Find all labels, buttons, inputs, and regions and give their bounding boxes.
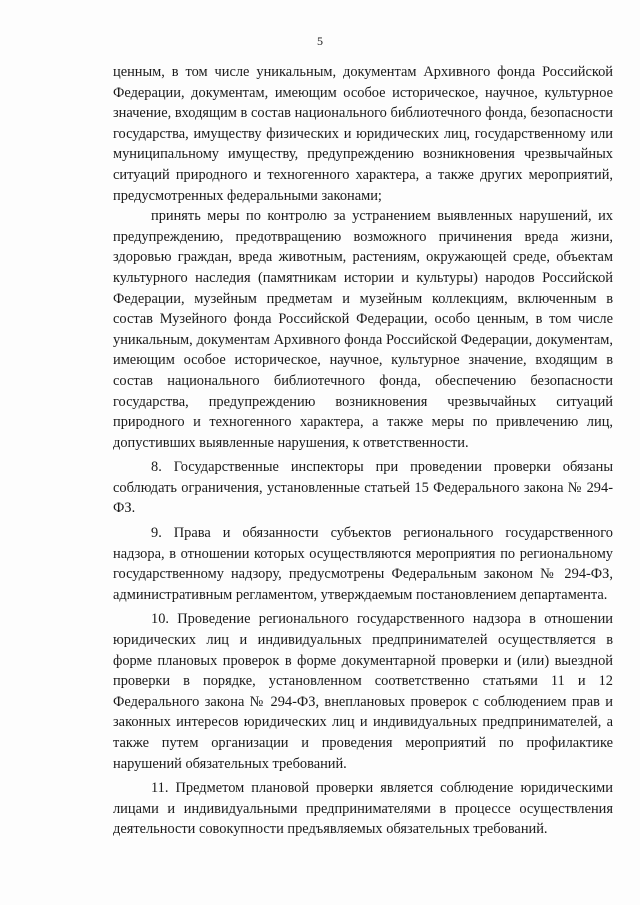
paragraph-continuation: ценным, в том числе уникальным, документам Архивного фонда Российской Федерации, документам, имеющим особое историческое, научное, культурное значение, входящим в состав национального библиотечного фонда, безопасности государства, имуществу физических и юридических лиц, государственному или муниципальному имуществу, предупреждению возникновения чрезвычайных ситуаций природного и техногенного характера, а также других мероприятий, предусмотренных федеральными законами;	[113, 64, 613, 204]
page-number: 5	[317, 34, 323, 48]
paragraph-8: 8. Государственные инспекторы при проведении проверки обязаны соблюдать ограничения, установленные статьей 15 Федерального закона № 294-ФЗ.	[113, 459, 613, 517]
paragraph-corrective-measures: принять меры по контролю за устранением выявленных нарушений, их предупреждению, предотвращению возможного причинения вреда жизни, здоровью граждан, вреда животным, растениям, окружающей среде, объектам культурного наследия (памятникам истории и культуры) народов Российской Федерации, музейным предметам и музейным коллекциям, включенным в состав Музейного фонда Российской Федерации, особо ценным, в том числе уникальным, документам Архивного фонда Российской Федерации, документам, имеющим особое историческое, научное, культурное значение, входящим в состав национального библиотечного фонда, обеспечению безопасности государства, предупреждению возникновения чрезвычайных ситуаций природного и техногенного характера, а также меры по привлечению лиц, допустивших выявленные нарушения, к ответственности.	[113, 208, 613, 451]
paragraph-11: 11. Предметом плановой проверки является соблюдение юридическими лицами и индивидуальными предпринимателями в процессе осуществления деятельности совокупности предъявляемых обязательных требований.	[113, 780, 613, 838]
document-body	[113, 62, 613, 840]
paragraph-10: 10. Проведение регионального государственного надзора в отношении юридических лиц и индивидуальных предпринимателей осуществляется в форме плановых проверок в форме документарной проверки и (или) выездной проверки в порядке, установленном соответственно статьями 11 и 12 Федерального закона № 294-ФЗ, внеплановых проверок с соблюдением прав и законных интересов юридических лиц и индивидуальных предпринимателей, а также путем организации и проведения мероприятий по профилактике нарушений обязательных требований.	[113, 611, 613, 772]
paragraph-9: 9. Права и обязанности субъектов регионального государственного надзора, в отношении которых осуществляются мероприятия по региональному государственному надзору, предусмотрены Федеральным законом № 294-ФЗ, административным регламентом, утверждаемым постановлением департамента.	[113, 525, 613, 603]
